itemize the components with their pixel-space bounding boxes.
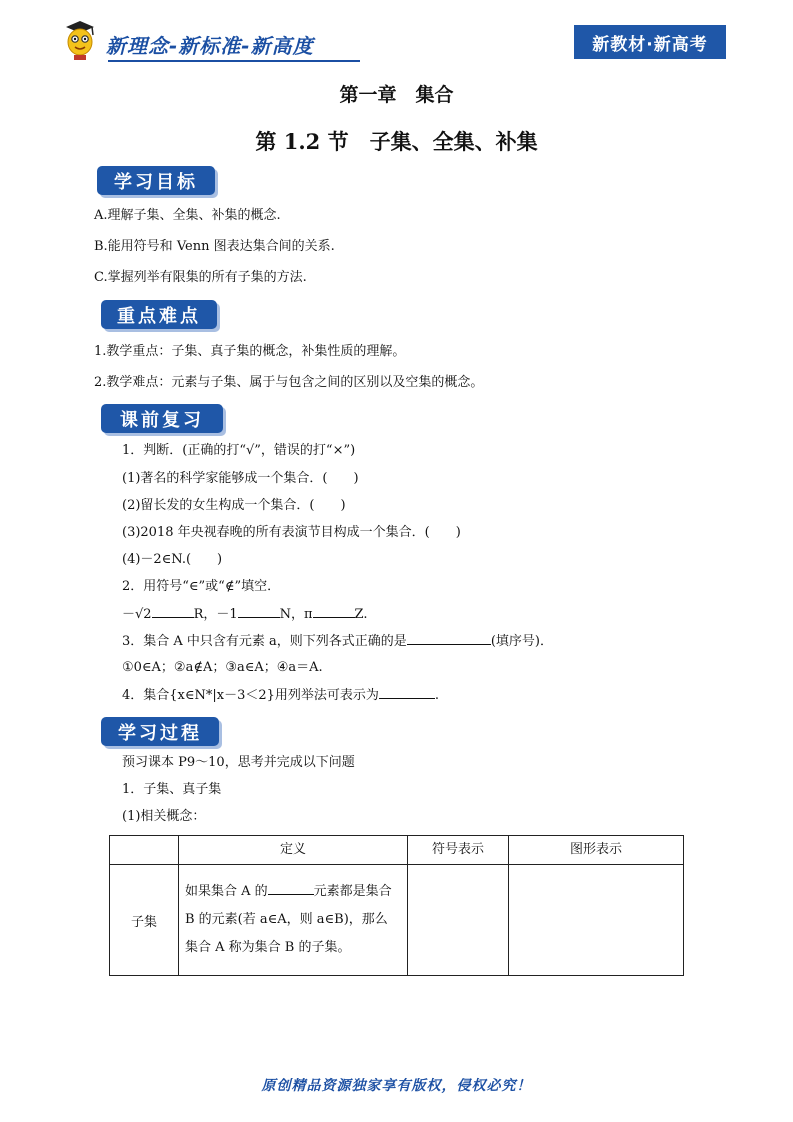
- review-question-3: [122, 632, 553, 651]
- definition-text: B 的元素(若 a∈A，则 a∈B)，那么: [185, 912, 388, 927]
- fill-part: R，－1: [193, 607, 238, 622]
- concept-table: [109, 835, 684, 976]
- process-heading: 学习过程: [101, 717, 219, 746]
- table-header-row: [110, 836, 684, 865]
- table-header: 图形表示: [509, 836, 684, 865]
- goal-item: C.掌握列举有限集的所有子集的方法.: [94, 270, 307, 285]
- process-intro: 预习课本 P9～10，思考并完成以下问题: [122, 755, 355, 770]
- review-question-1: 1．判断．(正确的打“√”，错误的打“×”): [122, 443, 356, 458]
- question-text: 4．集合{x∈N*|x－3＜2}用列举法可表示为: [122, 688, 379, 703]
- key-points-heading: 重点难点: [101, 300, 217, 329]
- goal-item: A.理解子集、全集、补集的概念.: [94, 208, 281, 223]
- definition-text: 如果集合 A 的: [185, 884, 268, 899]
- section-title: 第 1.2 节 子集、全集、补集: [255, 129, 538, 154]
- answer-blank[interactable]: [152, 605, 194, 618]
- footer-copyright: 原创精品资源独家享有版权，侵权必究！: [261, 1078, 532, 1094]
- fill-part: －√2: [122, 607, 152, 622]
- review-question-2: 2．用符号“∈”或“∉”填空．: [122, 579, 281, 594]
- fill-part: Z.: [354, 607, 368, 622]
- key-point-item: 2.教学难点：元素与子集、属于与包含之间的区别以及空集的概念。: [94, 375, 484, 390]
- fill-part: N，π: [279, 607, 313, 622]
- answer-blank[interactable]: [407, 632, 491, 645]
- row-label: 子集: [110, 865, 179, 976]
- review-question-4: [122, 686, 439, 705]
- header-slogan: 新理念-新标准-新高度: [106, 34, 314, 58]
- goal-item: B.能用符号和 Venn 图表达集合间的关系.: [94, 239, 335, 254]
- brand-label: 新教材·新高考: [574, 25, 726, 59]
- review-item: (1)著名的科学家能够成一个集合．( ): [122, 471, 359, 486]
- review-item: (2)留长发的女生构成一个集合．( ): [122, 498, 346, 513]
- table-header: [110, 836, 179, 865]
- answer-blank[interactable]: [313, 605, 355, 618]
- answer-blank[interactable]: [268, 882, 314, 895]
- answer-blank[interactable]: [379, 686, 435, 699]
- review-question-3-options: ①0∈A；②a∉A；③a∈A；④a＝A.: [122, 660, 323, 675]
- review-item: (3)2018 年央视春晚的所有表演节目构成一个集合．( ): [122, 525, 461, 540]
- diagram-cell[interactable]: [509, 865, 684, 976]
- process-subheading: 1．子集、真子集: [122, 782, 222, 797]
- table-row: [110, 865, 684, 976]
- key-point-item: 1.教学重点：子集、真子集的概念，补集性质的理解。: [94, 344, 406, 359]
- question-text: (填序号)．: [490, 634, 553, 649]
- process-subheading: (1)相关概念：: [122, 809, 206, 824]
- answer-blank[interactable]: [238, 605, 280, 618]
- goals-heading: 学习目标: [97, 166, 215, 195]
- review-heading: 课前复习: [101, 404, 223, 433]
- symbol-cell[interactable]: [408, 865, 509, 976]
- question-text: .: [434, 688, 440, 703]
- table-header: 定义: [179, 836, 408, 865]
- review-question-2-fill: [122, 605, 367, 624]
- header-divider: [108, 60, 360, 62]
- chapter-title: 第一章 集合: [339, 84, 454, 106]
- question-text: 3．集合 A 中只含有元素 a，则下列各式正确的是: [122, 634, 407, 649]
- mascot-logo-icon: [58, 18, 102, 62]
- definition-text: 元素都是集合: [313, 884, 392, 899]
- definition-cell: [179, 865, 408, 976]
- table-header: 符号表示: [408, 836, 509, 865]
- definition-text: 集合 A 称为集合 B 的子集。: [185, 940, 351, 955]
- review-item: (4)－2∈N.( ): [122, 552, 223, 567]
